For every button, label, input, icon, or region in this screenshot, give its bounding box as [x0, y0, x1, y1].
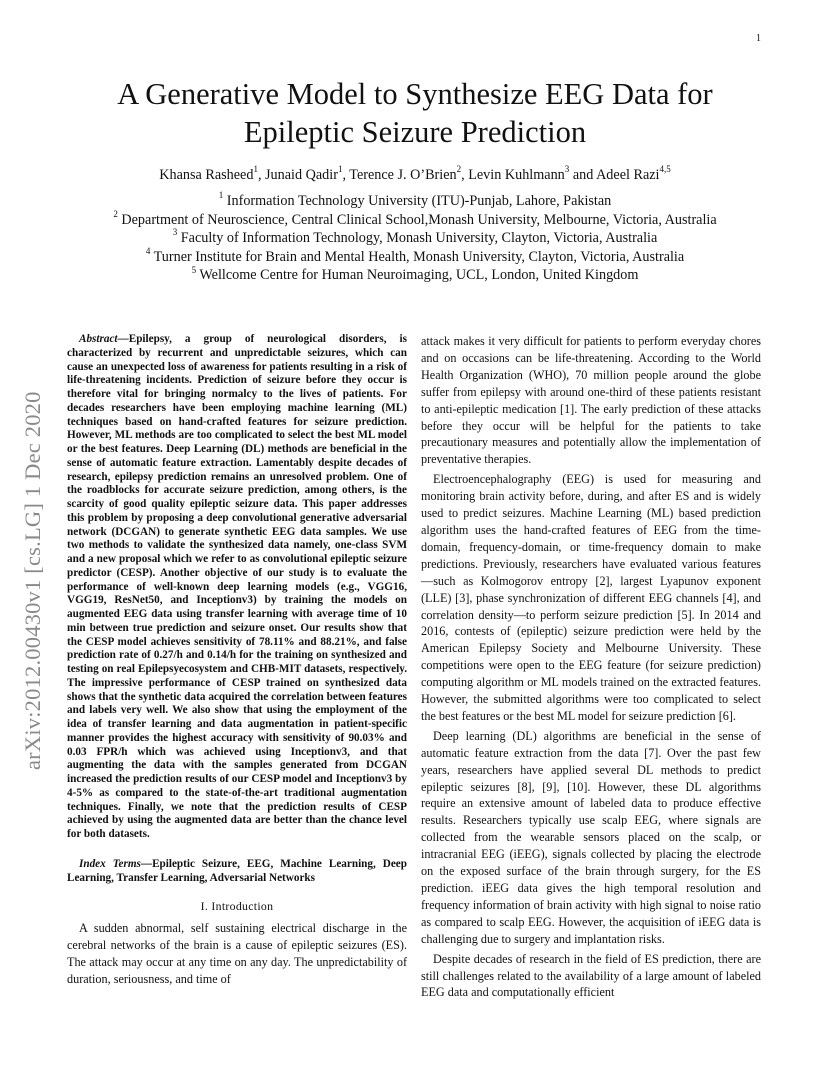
body-paragraph: Despite decades of research in the field of ES prediction, there are still challenges related to the availability of a large amount of labeled EEG data and computationally efficient — [421, 951, 761, 1000]
author-name: Junaid Qadir — [265, 167, 338, 183]
author-name: Khansa Rasheed — [159, 167, 254, 183]
affiliation-text: Turner Institute for Brain and Mental Health, Monash University, Clayton, Victoria, Australia — [153, 248, 685, 265]
affiliation — [40, 266, 790, 285]
affiliation — [40, 248, 790, 267]
left-column — [67, 333, 407, 988]
author-affiliation-mark: 1 — [337, 164, 343, 175]
author-separator: , — [342, 167, 350, 183]
affiliation-mark: 5 — [191, 264, 197, 275]
title-line-2: Epileptic Seizure Prediction — [243, 115, 587, 149]
author-affiliation-mark: 2 — [456, 164, 462, 175]
paper-title — [60, 75, 770, 151]
affiliation-mark: 2 — [113, 208, 118, 219]
body-paragraph: Deep learning (DL) algorithms are beneficial in the sense of automatic feature extraction from the data [7]. Over the past few years, researchers have applied several DL methods to predict epileptic seizures [8], [9], [10]. However, these DL algorithms require an extensive amount of labeled data to produce effective results. Researchers typically use scalp EEG, where signals are collected from the wearable sensors placed on the scalp, or intracranial EEG (iEEG), signals collected by placing the electrode on the exposed surface of the brain through surgery, for the ES prediction. iEEG data gives the high temporal resolution and frequency information of brain activity with high signal to noise ratio as compared to scalp EEG. However, the acquisition of iEEG data is challenging due to surgery and implantation risks. — [421, 728, 761, 946]
affiliation-text: Wellcome Centre for Human Neuroimaging, UCL, London, United Kingdom — [199, 267, 639, 284]
author-name: Levin Kuhlmann — [468, 167, 565, 183]
affiliation-text: Information Technology University (ITU)-Punjab, Lahore, Pakistan — [226, 193, 612, 209]
page-number: 1 — [756, 33, 761, 44]
body-paragraph: A sudden abnormal, self sustaining electrical discharge in the cerebral networks of the brain is a cause of epileptic seizures (ES). The attack may occur at any time on any day. The unpredictability of duration, seriousness, and time of — [67, 921, 407, 986]
author-list — [60, 166, 770, 184]
affiliation-mark: 3 — [172, 227, 178, 238]
affiliation-text: Department of Neuroscience, Central Clinical School,Monash University, Melbourne, Victoria, Australia — [121, 211, 717, 228]
index-terms-text: —Epileptic Seizure, EEG, Machine Learning, Deep Learning, Transfer Learning, Adversarial Networks — [67, 857, 407, 884]
title-line-1: A Generative Model to Synthesize EEG Data for — [117, 77, 713, 111]
abstract-label: Abstract — [79, 333, 118, 345]
index-terms — [67, 858, 407, 886]
affiliation-mark: 1 — [218, 190, 224, 201]
author-name: Terence J. O’Brien — [349, 167, 457, 183]
author-separator: , — [461, 167, 469, 183]
affiliation — [40, 192, 790, 211]
author-affiliation-mark: 1 — [253, 164, 258, 175]
body-paragraph: Electroencephalography (EEG) is used for measuring and monitoring brain activity before, during, and after ES and is widely used to predict seizures. Machine Learning (ML) based prediction algorithm uses the hand-crafted features of EEG from the time-domain, frequency-domain, or time-frequency domain to make predictions. Previously, researchers have evaluated various features—such as Kolmogorov entropy [2], largest Lyapunov exponent (LLE) [3], phase synchronization of different EEG channels [4], and correlation density—to perform seizure prediction [5]. In 2014 and 2016, contests of (epileptic) seizure prediction were held by the American Epilepsy Society and Melbourne University. These competitions were open to the EEG feature (for seizure prediction) computing algorithm or ML models trained on the extracted features. However, the submitted algorithms were too complicated to select the best features or the best ML model for seizure prediction [6]. — [421, 472, 761, 723]
abstract — [67, 333, 407, 842]
body-paragraph: attack makes it very difficult for patients to perform everyday chores and on occasions can be life-threatening. According to the World Health Organization (WHO), 70 million people around the globe suffer from epilepsy with around one-third of these patients resistant to anti-epileptic medication [1]. The early prediction of these attacks before they occur will be helpful for the patients to take precautionary measures and potentially allow the implementation of preventative therapies. — [421, 334, 761, 467]
affiliation-mark: 4 — [145, 246, 151, 257]
affiliation-text: Faculty of Information Technology, Monash University, Clayton, Victoria, Australia — [180, 230, 658, 247]
abstract-text: —Epilepsy, a group of neurological disorders, is characterized by recurrent and unpredictable seizures, which can cause an unexpected loss of awareness for patients resulting in a risk of life-threatening incidents. Prediction of seizure before they occur is therefore vital for bringing normalcy to the lives of patients. For decades researchers have been employing machine learning (ML) techniques based on hand-crafted features for seizure prediction. However, ML methods are too complicated to select the best ML model or the best features. Deep Learning (DL) methods are beneficial in the sense of automatic feature extraction. Lamentably despite decades of research, epilepsy prediction remains an unresolved problem. One of the roadblocks for accurate seizure prediction, among others, is the scarcity of good quality epileptic seizure data. This paper addresses this problem by proposing a deep convolutional generative adversarial network (DCGAN) to generate synthetic EEG data samples. We use two methods to validate the synthesized data namely, one-class SVM and a new proposal which we refer to as convolutional epileptic seizure predictor (CESP). Another objective of our study is to evaluate the performance of well-known deep learning models (e.g., VGG16, VGG19, ResNet50, and Inceptionv3) by training the models on augmented EEG data using transfer learning with average time of 10 min between true prediction and seizure onset. Our results show that the CESP model achieves sensitivity of 78.11% and 88.21%, and false prediction rate of 0.27/h and 0.14/h for the training on synthesized and testing on real Epilepsyecosystem and CHB-MIT datasets, respectively. The impressive performance of CESP trained on synthesized data shows that the synthetic data acquired the correlation between features and labels very well. We also show that using the employment of the idea of transfer learning and data augmentation in patient-specific manner provides the highest accuracy with sensitivity of 90.03% and 0.03 FPR/h which was achieved using Inceptionv3, and that augmenting the data with the samples generated from DCGAN increased the prediction results of our CESP model and Inceptionv3 by 4-5% as compared to the state-of-the-art traditional augmentation techniques. Finally, we note that the prediction results of CESP achieved by using the augmented data are better than the chance level for both datasets. — [67, 333, 407, 840]
author-separator: and — [569, 167, 597, 183]
section-heading: I. Introduction — [200, 899, 274, 914]
index-terms-label: Index Terms — [79, 857, 141, 870]
author-separator: , — [257, 167, 266, 183]
affiliation — [40, 208, 790, 230]
author-affiliation-mark: 3 — [564, 164, 570, 175]
affiliation-list — [40, 192, 790, 285]
right-column — [421, 333, 761, 1004]
author-name: Adeel Razi — [596, 167, 660, 183]
affiliation — [40, 229, 790, 248]
author-affiliation-mark: 4,5 — [659, 164, 671, 175]
arxiv-identifier: arXiv:2012.00430v1 [cs.LG] 1 Dec 2020 — [20, 391, 45, 770]
